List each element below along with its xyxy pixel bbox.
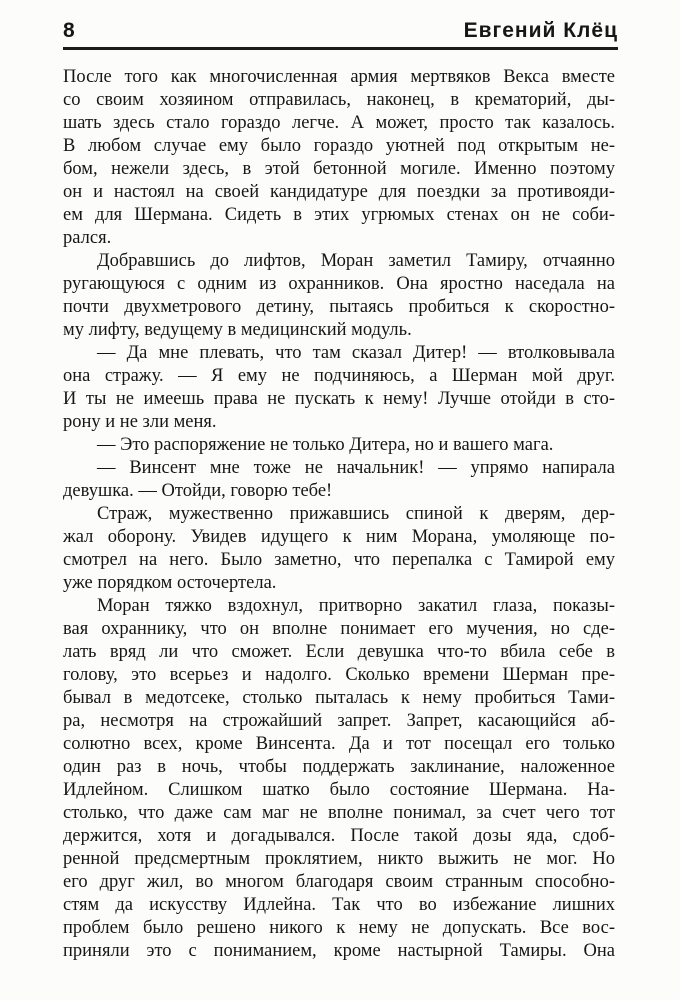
- paragraph: [63, 457, 615, 503]
- text-line: рался.: [63, 228, 112, 248]
- text-line: держится, хотя и догадывался. После такой дозы яда, сдоб-: [63, 826, 615, 846]
- text-line: ем для Шермана. Сидеть в этих угрюмых стенах он не соби-: [63, 205, 615, 225]
- text-line: — Винсент мне тоже не начальник! — упрямо напирала: [97, 458, 615, 478]
- text-line: ра, несмотря на строжайший запрет. Запрет, касающийся аб-: [63, 711, 615, 731]
- text-line: он и настоял на своей кандидатуре для поездки за противояди-: [63, 182, 615, 202]
- text-line: жал оборону. Увидев идущего к ним Морана, умоляюще по-: [63, 527, 615, 547]
- text-line: со своим хозяином отправилась, наконец, в крематорий, ды-: [63, 90, 615, 110]
- paragraph: [63, 503, 615, 595]
- paragraph: [63, 595, 615, 963]
- text-line: му лифту, ведущему в медицинский модуль.: [63, 320, 412, 340]
- text-line: ренной предсмертным проклятием, никто выжить не мог. Но: [63, 849, 615, 869]
- text-line: бывал в медотсеке, столько пыталась к нему пробиться Тами-: [63, 688, 615, 708]
- text-line: голову, это всерьез и надолго. Сколько времени Шерман пре-: [63, 665, 615, 685]
- text-line: почти двухметрового детину, пытаясь пробиться к скоростно-: [63, 297, 615, 317]
- text-line: Моран тяжко вздохнул, притворно закатил глаза, показы-: [97, 596, 615, 616]
- paragraph: [63, 66, 615, 250]
- text-line: шать здесь стало гораздо легче. А может, просто так казалось.: [63, 113, 615, 133]
- text-line: столько, что даже сам маг не вполне понимал, за счет чего тот: [63, 803, 615, 823]
- text-line: — Да мне плевать, что там сказал Дитер! — втолковывала: [97, 343, 615, 363]
- paragraph: [63, 434, 615, 457]
- page-body: [63, 66, 615, 963]
- text-line: — Это распоряжение не только Дитера, но и вашего мага.: [97, 435, 554, 455]
- text-line: она стражу. — Я ему не подчиняюсь, а Шерман мой друг.: [63, 366, 615, 386]
- text-line: После того как многочисленная армия мертвяков Векса вместе: [63, 67, 615, 87]
- page-number: 8: [63, 19, 76, 42]
- text-line: вая охраннику, что он вполне понимает его мучения, но сде-: [63, 619, 615, 639]
- text-line: В любом случае ему было гораздо уютней под открытым не-: [63, 136, 615, 156]
- text-line: приняли это с пониманием, кроме настырной Тамиры. Она: [63, 941, 615, 961]
- text-line: Идлейном. Слишком шатко было состояние Шермана. На-: [63, 780, 615, 800]
- text-line: рону и не зли меня.: [63, 412, 217, 432]
- text-line: его друг жил, во многом благодаря своим странным способно-: [63, 872, 615, 892]
- text-line: стям да искусству Идлейна. Так что во избежание лишних: [63, 895, 615, 915]
- text-line: смотрел на него. Было заметно, что перепалка с Тамирой ему: [63, 550, 615, 570]
- text-line: один раз в ночь, чтобы поддержать заклинание, наложенное: [63, 757, 615, 777]
- page-header: [63, 0, 618, 50]
- text-line: ругающуюся с одним из охранников. Она яростно наседала на: [63, 274, 615, 294]
- text-line: Добравшись до лифтов, Моран заметил Тамиру, отчаянно: [97, 251, 615, 271]
- text-line: проблем было решено никого к нему не допускать. Все вос-: [63, 918, 615, 938]
- text-line: девушка. — Отойди, говорю тебе!: [63, 481, 333, 501]
- text-line: лать вряд ли что сможет. Если девушка что-то вбила себе в: [63, 642, 615, 662]
- text-line: И ты не имеешь права не пускать к нему! Лучше отойди в сто-: [63, 389, 615, 409]
- text-line: уже порядком осточертела.: [63, 573, 277, 593]
- text-line: Страж, мужественно прижавшись спиной к дверям, дер-: [97, 504, 615, 524]
- text-line: солютно всех, кроме Винсента. Да и тот посещал его только: [63, 734, 615, 754]
- paragraph: [63, 342, 615, 434]
- text-line: бом, нежели здесь, в этой бетонной могиле. Именно поэтому: [63, 159, 615, 179]
- running-title-author: Евгений Клёц: [463, 19, 618, 42]
- paragraph: [63, 250, 615, 342]
